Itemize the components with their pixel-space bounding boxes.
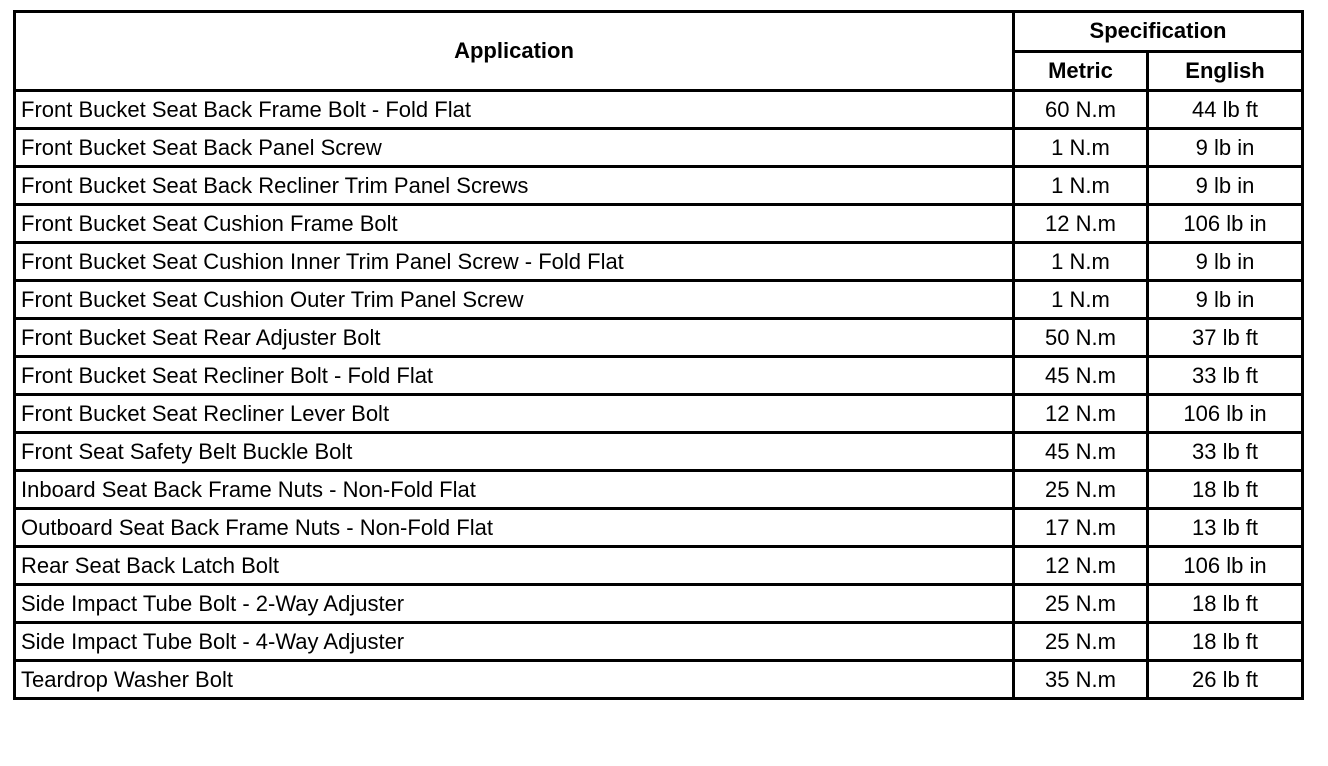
table-header: [15, 12, 1303, 91]
metric-value-cell: 25 N.m: [1014, 585, 1148, 623]
table-row: [15, 623, 1303, 661]
english-value-cell: 18 lb ft: [1148, 585, 1303, 623]
table-row: [15, 243, 1303, 281]
table-row: [15, 661, 1303, 699]
english-value-cell: 44 lb ft: [1148, 91, 1303, 129]
english-value-cell: 18 lb ft: [1148, 623, 1303, 661]
metric-value-cell: 45 N.m: [1014, 357, 1148, 395]
application-cell: Side Impact Tube Bolt - 4-Way Adjuster: [15, 623, 1014, 661]
english-value-cell: 26 lb ft: [1148, 661, 1303, 699]
table-row: [15, 91, 1303, 129]
english-value-cell: 9 lb in: [1148, 129, 1303, 167]
english-value-cell: 106 lb in: [1148, 547, 1303, 585]
metric-value-cell: 1 N.m: [1014, 281, 1148, 319]
metric-value-cell: 12 N.m: [1014, 395, 1148, 433]
english-value-cell: 106 lb in: [1148, 205, 1303, 243]
application-cell: Front Bucket Seat Rear Adjuster Bolt: [15, 319, 1014, 357]
application-cell: Teardrop Washer Bolt: [15, 661, 1014, 699]
table-row: [15, 547, 1303, 585]
table-row: [15, 319, 1303, 357]
metric-value-cell: 25 N.m: [1014, 471, 1148, 509]
application-cell: Side Impact Tube Bolt - 2-Way Adjuster: [15, 585, 1014, 623]
table-row: [15, 395, 1303, 433]
metric-value-cell: 45 N.m: [1014, 433, 1148, 471]
header-row-top: [15, 12, 1303, 52]
english-value-cell: 18 lb ft: [1148, 471, 1303, 509]
table-row: [15, 205, 1303, 243]
application-cell: Outboard Seat Back Frame Nuts - Non-Fold Flat: [15, 509, 1014, 547]
metric-column-header: Metric: [1014, 51, 1148, 91]
table-row: [15, 129, 1303, 167]
application-cell: Front Bucket Seat Cushion Inner Trim Panel Screw - Fold Flat: [15, 243, 1014, 281]
table-row: [15, 357, 1303, 395]
metric-value-cell: 1 N.m: [1014, 167, 1148, 205]
application-cell: Front Bucket Seat Recliner Bolt - Fold Flat: [15, 357, 1014, 395]
table-row: [15, 433, 1303, 471]
english-column-header: English: [1148, 51, 1303, 91]
metric-value-cell: 35 N.m: [1014, 661, 1148, 699]
torque-spec-table: [13, 10, 1304, 700]
metric-value-cell: 12 N.m: [1014, 547, 1148, 585]
metric-value-cell: 50 N.m: [1014, 319, 1148, 357]
specification-column-header: Specification: [1014, 12, 1303, 52]
metric-value-cell: 1 N.m: [1014, 129, 1148, 167]
english-value-cell: 13 lb ft: [1148, 509, 1303, 547]
application-cell: Front Bucket Seat Cushion Frame Bolt: [15, 205, 1014, 243]
metric-value-cell: 17 N.m: [1014, 509, 1148, 547]
table-body: [15, 91, 1303, 699]
table-row: [15, 281, 1303, 319]
application-cell: Front Bucket Seat Back Frame Bolt - Fold Flat: [15, 91, 1014, 129]
table-row: [15, 471, 1303, 509]
table-row: [15, 585, 1303, 623]
table-row: [15, 509, 1303, 547]
metric-value-cell: 25 N.m: [1014, 623, 1148, 661]
application-cell: Front Bucket Seat Cushion Outer Trim Panel Screw: [15, 281, 1014, 319]
application-cell: Front Bucket Seat Back Recliner Trim Panel Screws: [15, 167, 1014, 205]
english-value-cell: 37 lb ft: [1148, 319, 1303, 357]
application-cell: Front Bucket Seat Recliner Lever Bolt: [15, 395, 1014, 433]
english-value-cell: 9 lb in: [1148, 243, 1303, 281]
english-value-cell: 9 lb in: [1148, 167, 1303, 205]
metric-value-cell: 12 N.m: [1014, 205, 1148, 243]
english-value-cell: 33 lb ft: [1148, 433, 1303, 471]
application-cell: Inboard Seat Back Frame Nuts - Non-Fold Flat: [15, 471, 1014, 509]
application-cell: Rear Seat Back Latch Bolt: [15, 547, 1014, 585]
english-value-cell: 9 lb in: [1148, 281, 1303, 319]
metric-value-cell: 60 N.m: [1014, 91, 1148, 129]
english-value-cell: 33 lb ft: [1148, 357, 1303, 395]
application-cell: Front Bucket Seat Back Panel Screw: [15, 129, 1014, 167]
metric-value-cell: 1 N.m: [1014, 243, 1148, 281]
table-row: [15, 167, 1303, 205]
english-value-cell: 106 lb in: [1148, 395, 1303, 433]
application-cell: Front Seat Safety Belt Buckle Bolt: [15, 433, 1014, 471]
application-column-header: Application: [15, 12, 1014, 91]
